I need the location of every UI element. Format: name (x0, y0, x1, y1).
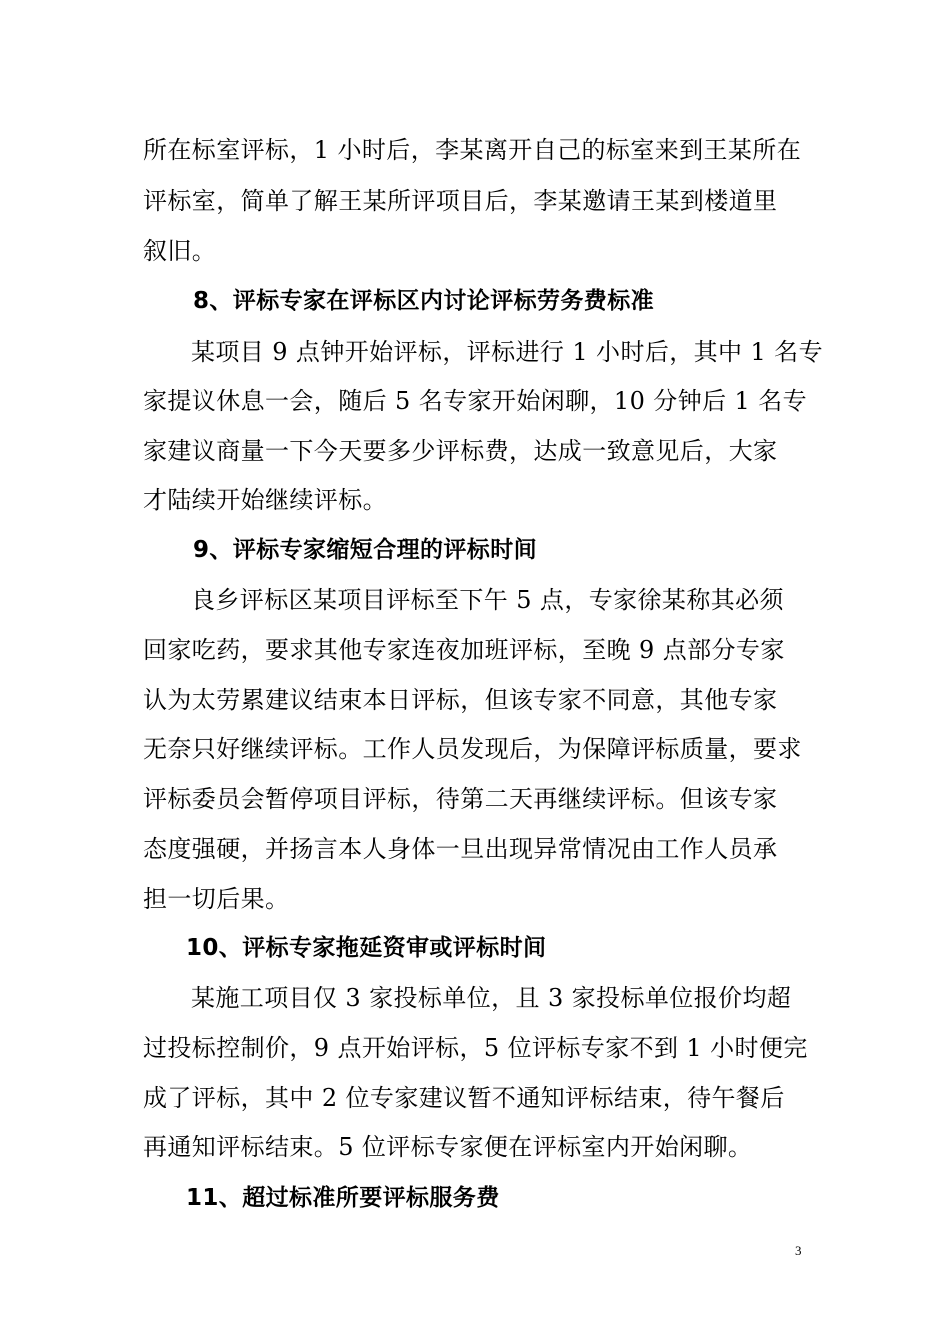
body-line: 无奈只好继续评标。工作人员发现后，为保障评标质量，要求 (143, 735, 802, 763)
body-line: 认为太劳累建议结束本日评标，但该专家不同意，其他专家 (143, 686, 778, 714)
body-line: 再通知评标结束。5 位评标专家便在评标室内开始闲聊。 (143, 1133, 753, 1161)
page-number: 3 (795, 1243, 802, 1258)
section-heading-9: 9、评标专家缩短合理的评标时间 (193, 537, 538, 563)
body-line: 过投标控制价，9 点开始评标，5 位评标专家不到 1 小时便完 (143, 1034, 808, 1062)
body-line: 态度强硬，并扬言本人身体一旦出现异常情况由工作人员承 (143, 835, 778, 863)
body-line: 评标室，简单了解王某所评项目后，李某邀请王某到楼道里 (143, 187, 778, 215)
body-line: 评标委员会暂停项目评标，待第二天再继续评标。但该专家 (143, 785, 778, 813)
body-line: 良乡评标区某项目评标至下午 5 点，专家徐某称其必须 (191, 586, 784, 614)
body-line: 某项目 9 点钟开始评标，评标进行 1 小时后，其中 1 名专 (191, 338, 823, 366)
body-line: 担一切后果。 (143, 885, 290, 913)
section-heading-11: 11、超过标准所要评标服务费 (186, 1185, 500, 1211)
section-heading-10: 10、评标专家拖延资审或评标时间 (186, 935, 547, 961)
body-line: 所在标室评标，1 小时后，李某离开自己的标室来到王某所在 (143, 136, 802, 164)
body-line: 成了评标，其中 2 位专家建议暂不通知评标结束，待午餐后 (143, 1084, 785, 1112)
body-line: 家提议休息一会，随后 5 名专家开始闲聊，10 分钟后 1 名专 (143, 387, 808, 415)
section-heading-8: 8、评标专家在评标区内讨论评标劳务费标准 (193, 288, 655, 314)
body-line: 才陆续开始继续评标。 (143, 486, 387, 514)
body-line: 家建议商量一下今天要多少评标费，达成一致意见后，大家 (143, 437, 778, 465)
body-line: 回家吃药，要求其他专家连夜加班评标，至晚 9 点部分专家 (143, 636, 785, 664)
body-line: 某施工项目仅 3 家投标单位，且 3 家投标单位报价均超 (191, 984, 792, 1012)
body-line: 叙旧。 (143, 237, 217, 265)
